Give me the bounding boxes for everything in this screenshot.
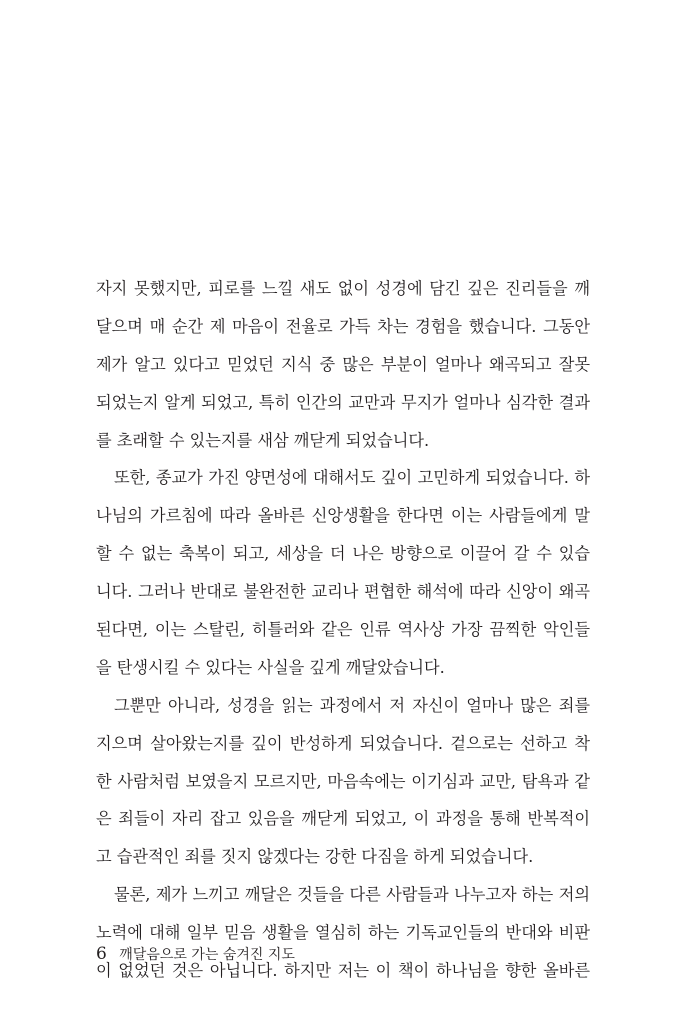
text-line: 니다. 그러나 반대로 불완전한 교리나 편협한 해석에 따라 신앙이 왜곡 xyxy=(96,582,590,602)
text-line: 자지 못했지만, 피로를 느낄 새도 없이 성경에 담긴 깊은 진리들을 깨 xyxy=(96,279,590,298)
text-line: 한 사람처럼 보였을지 모르지만, 마음속에는 이기심과 교만, 탐욕과 같 xyxy=(96,771,590,791)
text-line: 제가 알고 있다고 믿었던 지식 중 많은 부분이 얼마나 왜곡되고 잘못 xyxy=(96,354,590,374)
text-line: 할 수 없는 축복이 되고, 세상을 더 나은 방향으로 이끌어 갈 수 있습 xyxy=(96,544,590,564)
text-line: 된다면, 이는 스탈린, 히틀러와 같은 인류 역사상 가장 끔찍한 악인들 xyxy=(96,620,590,640)
text-line: 달으며 매 순간 제 마음이 전율로 가득 차는 경험을 했습니다. 그동안 xyxy=(96,316,590,336)
text-line: 나님의 가르침에 따라 올바른 신앙생활을 한다면 이는 사람들에게 말 xyxy=(96,506,590,526)
running-title: 깨달음으로 가는 숨겨진 지도 xyxy=(119,947,295,963)
page-footer xyxy=(96,944,295,965)
text-line: 고 습관적인 죄를 짓지 않겠다는 강한 다짐을 하게 되었습니다. xyxy=(96,847,534,867)
text-line: 은 죄들이 자리 잡고 있음을 깨닫게 되었고, 이 과정을 통해 반복적이 xyxy=(96,809,590,829)
text-line: 을 탄생시킬 수 있다는 사실을 깊게 깨달았습니다. xyxy=(96,657,445,677)
text-line: 되었는지 알게 되었고, 특히 인간의 교만과 무지가 얼마나 심각한 결과 xyxy=(96,392,590,412)
text-line: 그뿐만 아니라, 성경을 읽는 과정에서 저 자신이 얼마나 많은 죄를 xyxy=(114,695,590,715)
text-line: 물론, 제가 느끼고 깨달은 것들을 다른 사람들과 나누고자 하는 저의 xyxy=(114,885,590,905)
body-text xyxy=(96,270,590,990)
text-line: 이 없었던 것은 아닙니다. 하지만 저는 이 책이 하나님을 향한 올바른 xyxy=(96,961,590,981)
text-line: 지으며 살아왔는지를 깊이 반성하게 되었습니다. 겉으로는 선하고 착 xyxy=(96,733,590,753)
text-line: 또한, 종교가 가진 양면성에 대해서도 깊이 고민하게 되었습니다. 하 xyxy=(114,468,590,488)
text-line: 노력에 대해 일부 믿음 생활을 열심히 하는 기독교인들의 반대와 비판 xyxy=(96,923,590,943)
page-number: 6 xyxy=(96,944,107,964)
text-line: 를 초래할 수 있는지를 새삼 깨닫게 되었습니다. xyxy=(96,430,430,450)
